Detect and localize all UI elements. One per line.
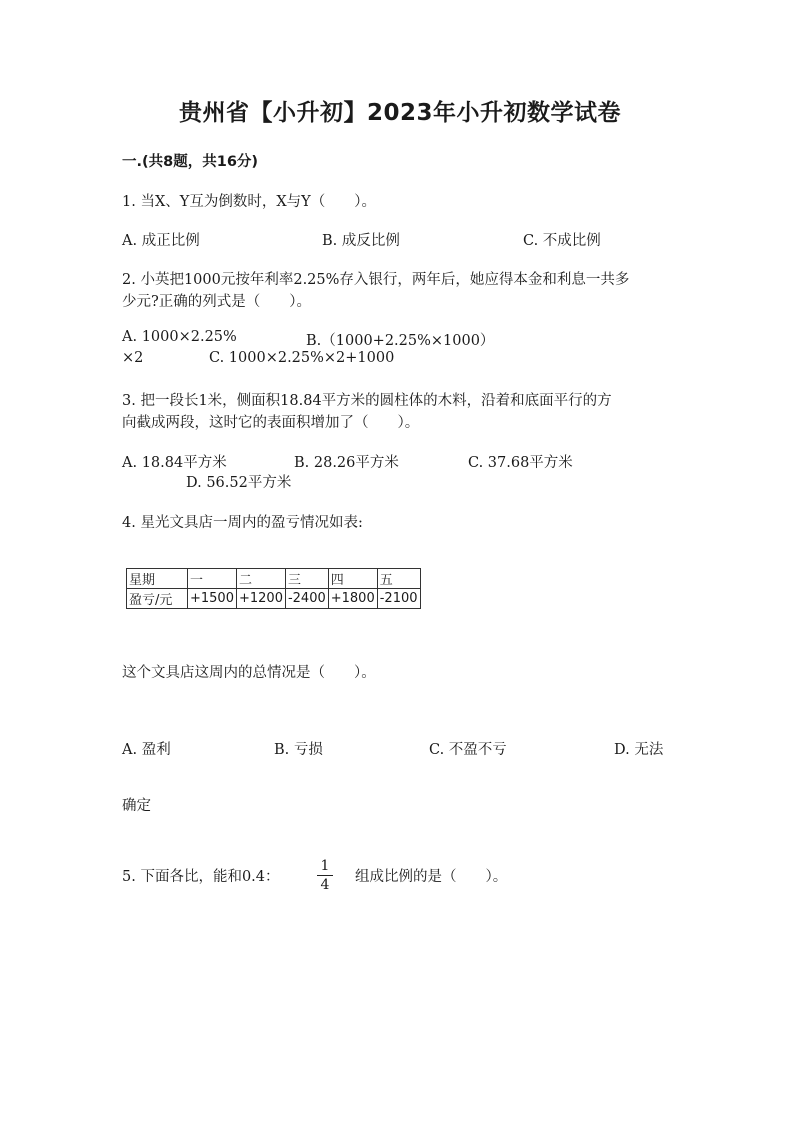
question-3-line-2: 向截成两段，这时它的表面积增加了（ ）。: [122, 415, 420, 431]
profit-loss-table: [126, 568, 421, 609]
question-3-option-a: A. 18.84平方米: [122, 455, 227, 471]
table-header-row: [127, 569, 421, 589]
question-3-option-b: B. 28.26平方米: [294, 455, 399, 471]
question-2-option-a: A. 1000×2.25%: [122, 329, 237, 345]
question-4-option-d-continued: 确定: [122, 798, 151, 814]
table-cell: 五: [377, 569, 420, 589]
table-cell: -2400: [285, 589, 328, 609]
table-cell: 星期: [127, 569, 188, 589]
question-2-line-2: 少元?正确的列式是（ ）。: [122, 294, 312, 310]
question-3-option-d: D. 56.52平方米: [186, 475, 292, 491]
question-1-text: 1. 当X、Y互为倒数时，X与Y（ ）。: [122, 194, 376, 210]
question-2-option-c: C. 1000×2.25%×2+1000: [209, 350, 395, 366]
table-cell: 盈亏/元: [127, 589, 188, 609]
question-4-option-c: C. 不盈不亏: [429, 742, 507, 758]
section-heading: 一.(共8题，共16分): [122, 154, 259, 170]
table-cell: 三: [285, 569, 328, 589]
question-3-option-c: C. 37.68平方米: [468, 455, 573, 471]
table-cell: +1800: [328, 589, 377, 609]
table-row: [127, 589, 421, 609]
question-1-option-a: A. 成正比例: [122, 233, 200, 249]
question-4-prompt: 这个文具店这周内的总情况是（ ）。: [122, 665, 376, 681]
question-4-option-a: A. 盈利: [122, 742, 171, 758]
question-4-text: 4. 星光文具店一周内的盈亏情况如表:: [122, 515, 363, 531]
question-2-option-b: B.（1000+2.25%×1000）: [306, 333, 495, 349]
table-cell: -2100: [377, 589, 420, 609]
question-2-line-1: 2. 小英把1000元按年利率2.25%存入银行，两年后，她应得本金和利息一共多: [122, 272, 630, 288]
question-4-option-b: B. 亏损: [274, 742, 323, 758]
table-cell: +1200: [236, 589, 285, 609]
fraction: [317, 858, 333, 893]
fraction-numerator: 1: [320, 858, 330, 874]
table-cell: 二: [236, 569, 285, 589]
question-3-line-1: 3. 把一段长1米，侧面积18.84平方米的圆柱体的木料，沿着和底面平行的方: [122, 393, 612, 409]
table-cell: 四: [328, 569, 377, 589]
question-5-prefix: 5. 下面各比，能和0.4：: [122, 869, 280, 885]
fraction-denominator: 4: [320, 877, 330, 893]
page-title: 贵州省【小升初】2023年小升初数学试卷: [178, 100, 621, 126]
question-2-option-b-continued: ×2: [122, 350, 144, 366]
fraction-bar: [317, 875, 333, 876]
question-1-option-b: B. 成反比例: [322, 233, 400, 249]
question-5-suffix: 组成比例的是（ ）。: [355, 869, 508, 885]
table-cell: 一: [188, 569, 237, 589]
question-4-option-d: D. 无法: [614, 742, 664, 758]
table-cell: +1500: [188, 589, 237, 609]
question-1-option-c: C. 不成比例: [523, 233, 601, 249]
